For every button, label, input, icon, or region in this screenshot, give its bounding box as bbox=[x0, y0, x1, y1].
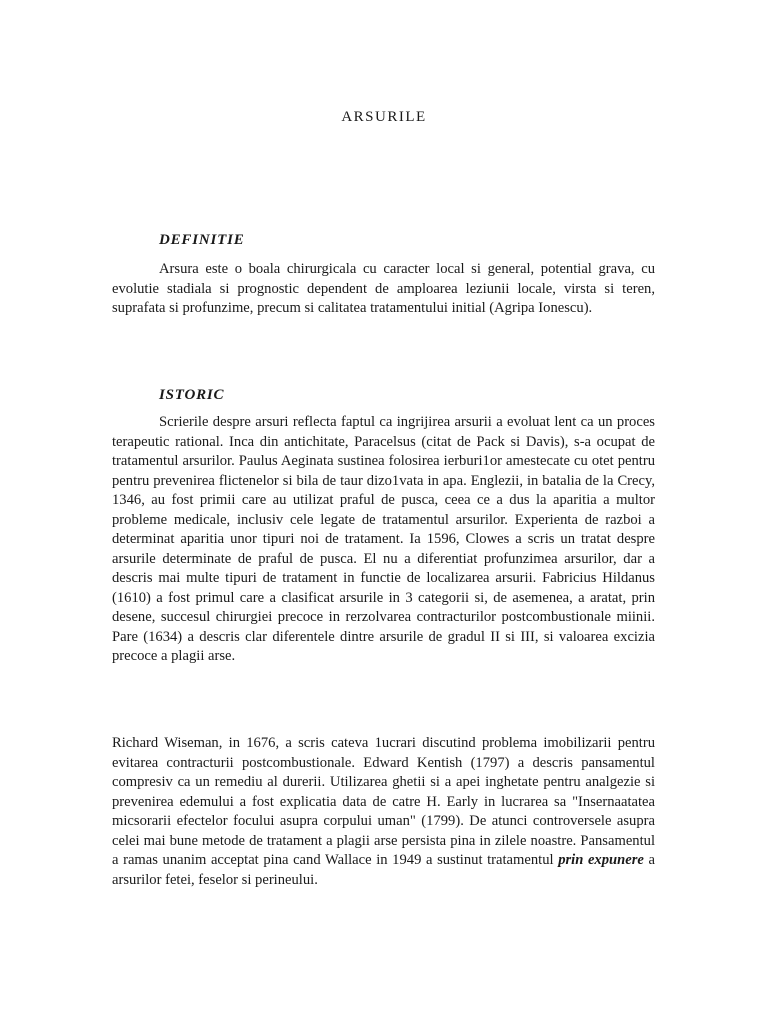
continuation-emphasis: prin expunere bbox=[558, 852, 644, 868]
section-heading-istoric: ISTORIC bbox=[159, 387, 225, 403]
definition-paragraph: Arsura este o boala chirurgicala cu caracter local si general, potential grava, cu evolutie stadiala si prognostic dependent de amploarea leziunii locale, virsta si teren, suprafata si profunzime, precum si calitatea tratamentului initial (Agripa Ionescu). bbox=[112, 261, 655, 316]
document-title: ARSURILE bbox=[341, 109, 427, 125]
continuation-text-after: a arsurilor fetei, feselor si perineului. bbox=[112, 852, 655, 888]
section-heading-definitie: DEFINITIE bbox=[159, 232, 245, 248]
history-paragraph: Scrierile despre arsuri reflecta faptul ca ingrijirea arsurii a evoluat lent ca un proces terapeutic rational. Inca din antichitate, Paracelsus (citat de Pack si Davis), s-a ocupat de tratamentul arsurilor. Paulus Aeginata sustinea folosirea ierburi1or amestecate cu otet pentru pentru prevenirea flictenelor si bila de taur dizo1vata in apa. Englezii, in batalia de la Crecy, 1346, au fost primii care au utilizat praful de pusca, ceea ce a dus la aparitia a multor probleme medicale, inclusiv cele legate de tratamentul arsurilor. Experienta de razboi a determinat aparitia unor tipuri noi de tratament. Ia 1596, Clowes a scris un tratat despre arsurile determinate de praful de pusca. El nu a diferentiat profunzimea arsurilor, dar a descris mai multe tipuri de tratament in functie de localizarea arsurii. Fabricius Hildanus (1610) a fost primul care a clasificat arsurile in 3 categorii si, de asemenea, a aratat, prin desene, succesul chirurgiei precoce in rerzolvarea contracturilor postcombustionale miinii. Pare (1634) a descris clar diferentele dintre arsurile de gradul II si III, si valoarea excizia precoce a plagii arse. bbox=[112, 414, 655, 664]
history-continuation-paragraph bbox=[112, 734, 655, 890]
continuation-text-before: Richard Wiseman, in 1676, a scris cateva 1ucrari discutind problema imobilizarii pentru evitarea contracturii postcombustionale. Edward Kentish (1797) a descris pansamentul compresiv ca un remediu al durerii. Utilizarea ghetii si a apei inghetate pentru analgezie si prevenirea edemului a fost explicatia data de catre H. Early in lucrarea sa "Insernaatatea micsorarii efectelor focului asupra corpului uman" (1799). De atunci controversele asupra celei mai bune metode de tratament a plagii arse persista pina in zilele noastre. Pansamentul a ramas unanim acceptat pina cand Wallace in 1949 a sustinut tratamentul bbox=[112, 735, 655, 868]
